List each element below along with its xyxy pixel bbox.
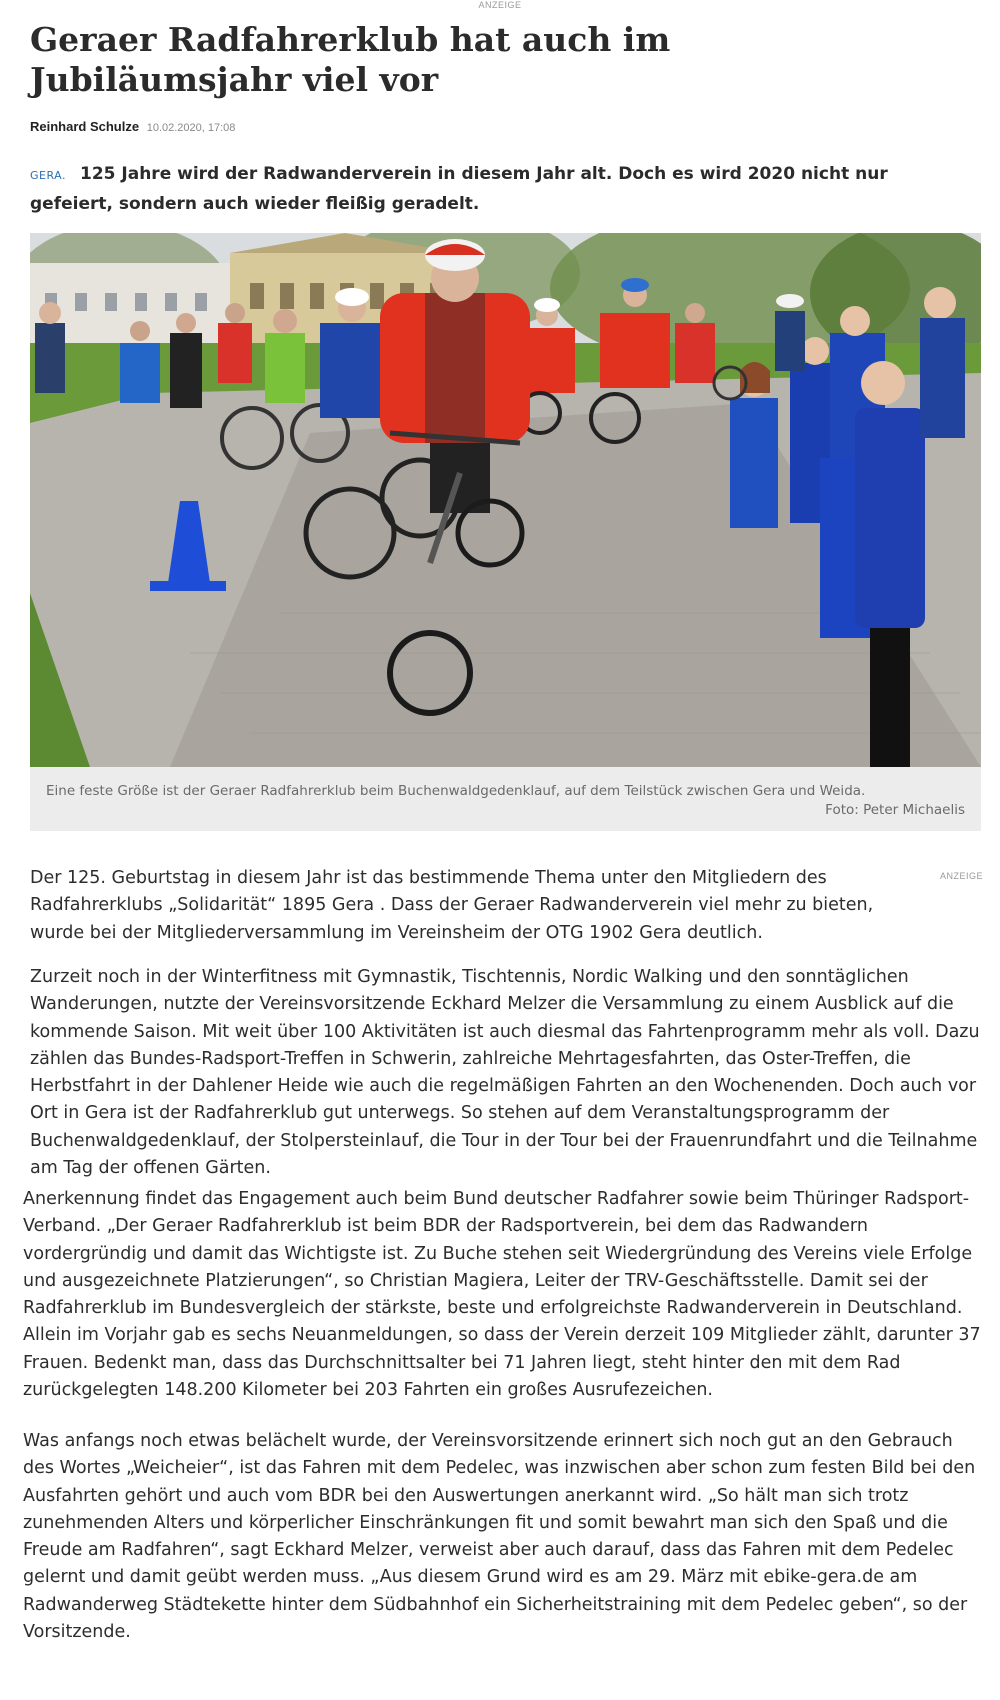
article-lead: [30, 160, 960, 218]
ad-label-top: ANZEIGE: [478, 0, 522, 10]
lead-text: 125 Jahre wird der Radwanderverein in diesem Jahr alt. Doch es wird 2020 nicht nur gefeiert, sondern auch wieder fleißig geradelt.: [30, 164, 888, 214]
article-paragraph: Anerkennung findet das Engagement auch beim Bund deutscher Radfahrer sowie beim Thüringer Radsport-Verband. „Der Geraer Radfahrerklub ist beim BDR der Radsportverein, bei dem das Radwandern vordergründig und damit das Wichtigste ist. Zu Buche stehen seit Wiedergründung des Vereins viele Erfolge und ausgezeichnete Platzierungen“, so Christian Magiera, Leiter der TRV-Geschäftsstelle. Damit sei der Radfahrerklub im Bundesvergleich der stärkste, beste und erfolgreichste Radwanderverein in Deutschland. Allein im Vorjahr gab es sechs Neuanmeldungen, so dass der Verein derzeit 109 Mitglieder zählt, darunter 37 Frauen. Bedenkt man, dass das Durchschnittsalter bei 71 Jahren liegt, steht hinter den mit dem Rad zurückgelegten 148.200 Kilometer bei 203 Fahrten ein großes Ausrufezeichen.: [23, 1189, 981, 1401]
article-paragraph: Der 125. Geburtstag in diesem Jahr ist das bestimmende Thema unter den Mitgliedern des Radfahrerklubs „Solidarität“ 1895 Gera . Dass der Geraer Radwanderverein viel mehr zu bieten, wurde bei der Mitgliederversammlung im Vereinsheim der OTG 1902 Gera deutlich.: [30, 868, 874, 943]
cyclists-photo-illustration: [30, 233, 981, 767]
article-paragraph: Zurzeit noch in der Winterfitness mit Gymnastik, Tischtennis, Nordic Walking und den sonntäglichen Wanderungen, nutzte der Vereinsvorsitzende Eckhard Melzer die Versammlung zu einem Ausblick auf die kommende Saison. Mit weit über 100 Aktivitäten ist auch diesmal das Fahrtenprogramm mehr als voll. Dazu zählen das Bundes-Radsport-Treffen in Schwerin, zahlreiche Mehrtagesfahrten, das Oster-Treffen, die Herbstfahrt in der Dahlener Heide wie auch die regelmäßigen Fahrten an den Wochenenden. Doch auch vor Ort in Gera ist der Radfahrerklub gut unterwegs. So stehen auf dem Veranstaltungsprogramm der Buchenwaldgedenklauf, der Stolpersteinlauf, die Tour in der Tour bei der Frauenrundfahrt und die Teilnahme am Tag der offenen Gärten.: [30, 967, 980, 1179]
photo-caption: Eine feste Größe ist der Geraer Radfahrerklub beim Buchenwaldgedenklauf, auf dem Teilstück zwischen Gera und Weida.: [46, 783, 866, 799]
dateline-place: GERA.: [30, 169, 66, 182]
article-paragraph: Was anfangs noch etwas belächelt wurde, der Vereinsvorsitzende erinnert sich noch gut an den Gebrauch des Wortes „Weicheier“, ist das Fahren mit dem Pedelec, was inzwischen aber schon zum festen Bild bei den Ausfahrten gehört und auch vom BDR bei den Auswertungen anerkannt wird. „So hält man sich trotz zunehmenden Alters und körperlicher Einschränkungen fit und somit bewahrt man sich den Spaß und die Freude am Radfahren“, sagt Eckhard Melzer, verweist aber auch darauf, dass das Fahren mit dem Pedelec gelernt und damit geübt werden muss. „Aus diesem Grund wird es am 29. März mit ebike-gera.de am Radwanderweg Städtekette hinter dem Südbahnhof ein Sicherheitstraining mit dem Pedelec geben“, so der Vorsitzende.: [23, 1431, 976, 1643]
byline: [30, 119, 235, 134]
article-photo[interactable]: [30, 233, 981, 767]
photo-credit: Foto: Peter Michaelis: [825, 802, 965, 818]
publish-date: 10.02.2020, 17:08: [146, 122, 236, 134]
ad-label-inline: ANZEIGE: [940, 871, 984, 881]
article-figure: [30, 233, 981, 831]
article-headline: Geraer Radfahrerklub hat auch im Jubiläumsjahr viel vor: [30, 20, 671, 99]
author-link[interactable]: Reinhard Schulze: [30, 119, 140, 134]
